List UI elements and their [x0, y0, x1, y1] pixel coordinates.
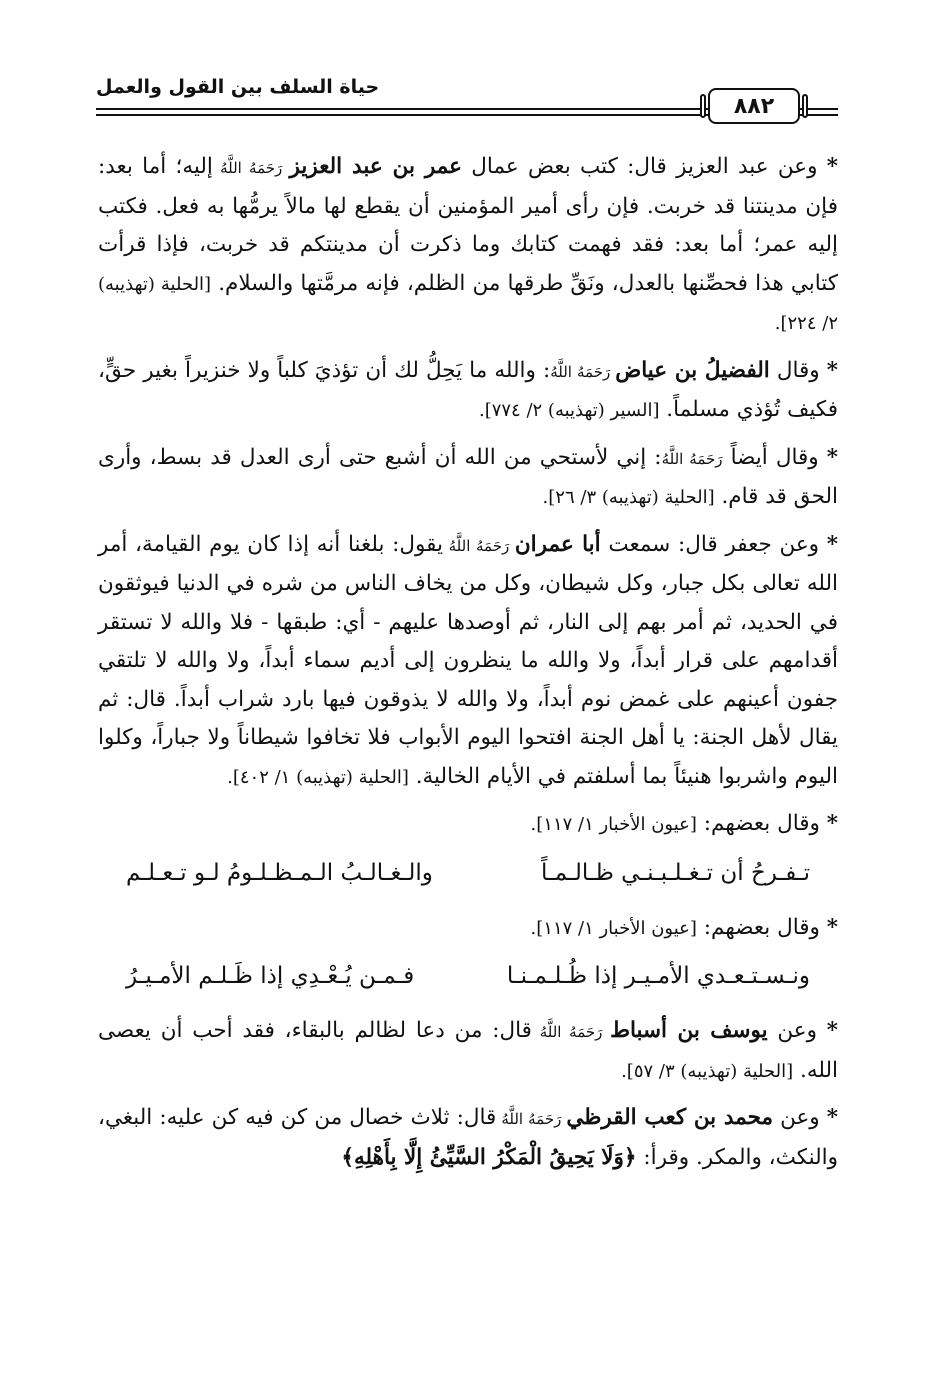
citation: [السير (تهذيبه) ٢/ ٧٧٤].	[478, 400, 660, 421]
honorific: رَحَمَهُ اللَّهُ	[531, 1023, 611, 1041]
header-rule	[96, 114, 708, 116]
honorific: رَحَمَهُ اللَّهُ	[550, 362, 616, 381]
paragraph-text: وقال	[769, 357, 827, 383]
verse-second-hemistich: فـمـن يُـعْـدِي إذا ظَـلـم الأمـيـرُ	[126, 963, 415, 989]
person-name: يوسف بن أسباط	[610, 1018, 768, 1043]
paragraph-bullet: *	[826, 811, 838, 836]
person-name: الفضيلُ بن عياض	[615, 357, 770, 383]
honorific: رَحَمَهُ اللَّهُ	[496, 1110, 567, 1128]
paragraph-text: : إني لأستحي من الله أن أشبع حتى أرى العدل قد بسط، وأرى الحق قد قام.	[98, 444, 838, 509]
paragraph-text: : والله ما يَحِلُّ لك أن تؤذيَ كلباً ولا خنزيراً بغير حقٍّ، فكيف تُؤذي مسلماً.	[98, 357, 838, 422]
paragraph	[98, 148, 838, 344]
quran-verse: ﴿وَلَا يَحِيقُ الْمَكْرُ السَّيِّئُ إِلَّا بِأَهْلِهِ﴾	[341, 1144, 637, 1170]
person-name: عمر بن عبد العزيز	[289, 154, 463, 179]
paragraph-text: قال: ثلاث خصال من كن فيه كن عليه: البغي، والنكث، والمكر. وقرأ:	[98, 1105, 838, 1170]
page-number: ٨٨٢	[708, 88, 800, 124]
honorific: رَحَمَهُ اللَّهُ	[443, 536, 515, 555]
citation: [الحلية (تهذيبه) ٢/ ٢٢٤].	[98, 273, 838, 334]
paragraph-bullet: *	[826, 1018, 839, 1043]
paragraph	[98, 909, 838, 949]
paragraph-bullet: *	[826, 444, 838, 470]
person-name: أبا عمران	[514, 531, 601, 557]
paragraph-group	[98, 909, 838, 949]
paragraph-bullet: *	[826, 914, 838, 940]
paragraph-bullet: *	[826, 154, 838, 179]
paragraph-bullet: *	[826, 357, 838, 383]
verse-second-hemistich: والـغـالـبُ الـمـظـلـومُ لـو تـعـلـم	[126, 859, 433, 886]
paragraph-bullet: *	[826, 531, 838, 557]
header-rule	[96, 108, 708, 110]
paragraph	[98, 439, 838, 518]
paragraph-text: وعن	[773, 1105, 827, 1130]
citation: [عيون الأخبار ١/ ١١٧].	[530, 814, 697, 835]
page-header	[96, 70, 838, 126]
verse-first-hemistich: تـفـرحُ أن تـغـلـبـنـي ظـالـمـاً	[541, 859, 810, 886]
poetry-verse	[126, 853, 810, 893]
paragraph-text: يقول: بلغنا أنه إذا كان يوم القيامة، أمر الله تعالى بكل جبار، وكل شيطان، وكل من يخاف الناس من شره في الدنيا فيوثقون في الحديد، ثم أمر بهم إلى النار، ثم أوصدها عليهم - أي: طبقها - فلا والله لا تستقر أقدامهم على قرار أبداً، ولا والله ما ينظرون إلى أديم سماء أبداً، ولا والله لا تلتقي جفون أعينهم على غمض نوم أبداً، ولا والله لا يذوقون فيها بارد شراب أبداً. قال: ثم يقال لأهل الجنة: يا أهل الجنة افتحوا اليوم الأبواب فلا تخافوا شيطاناً ولا جباراً، وكلوا اليوم واشربوا هنيئاً بما أسلفتم في الأيام الخالية.	[98, 531, 838, 789]
paragraph	[98, 1099, 838, 1177]
person-name: محمد بن كعب القرظي	[566, 1105, 774, 1130]
paragraph	[98, 526, 838, 798]
citation: [عيون الأخبار ١/ ١١٧].	[530, 917, 697, 939]
paragraph-text: وعن	[767, 1018, 827, 1043]
paragraph-text: وعن جعفر قال: سمعت	[600, 531, 827, 557]
page-body	[98, 148, 838, 1185]
paragraph-group	[98, 1012, 838, 1177]
citation: [الحلية (تهذيبه) ٣/ ٢٦].	[542, 487, 715, 508]
paragraph-text: وعن عبد العزيز قال: كتب بعض عمال	[462, 154, 827, 179]
citation: [الحلية (تهذيبه) ١/ ٤٠٢].	[227, 766, 409, 788]
running-title: حياة السلف بين القول والعمل	[96, 76, 380, 98]
paragraph	[98, 352, 838, 431]
poetry-verse	[126, 956, 810, 996]
paragraph-text: إليه؛ أما بعد: فإن مدينتنا قد خربت. فإن رأى أمير المؤمنين أن يقطع لها مالاً يرمُّها به فعل. فكتب إليه عمر؛ أما بعد: فقد فهمت كتابك وما ذكرت أن مدينتكم قد خربت، فإذا قرأت كتابي هذا فحصِّنها بالعدل، ونَقِّ طرقها من الظلم، فإنه مرمَّتها والسلام.	[98, 154, 838, 296]
paragraph-bullet: *	[826, 1105, 839, 1130]
paragraph-text: وقال بعضهم:	[696, 811, 827, 836]
citation: [الحلية (تهذيبه) ٣/ ٥٧].	[621, 1060, 794, 1082]
verse-first-hemistich: ونـسـتـعـدي الأمـيـر إذا ظُـلـمـنـا	[506, 963, 810, 989]
paragraph-text: قال: من دعا لظالم بالبقاء، فقد أحب أن يعصى الله.	[98, 1018, 838, 1083]
paragraph-text: وقال أيضاً	[722, 444, 827, 470]
paragraph-text: وقال بعضهم:	[696, 914, 827, 940]
paragraph	[98, 1012, 838, 1091]
honorific: رَحَمَهُ اللَّهُ	[212, 159, 290, 177]
honorific: رَحَمَهُ اللَّهُ	[661, 449, 723, 468]
paragraph-group	[98, 148, 838, 845]
paragraph	[98, 805, 838, 845]
